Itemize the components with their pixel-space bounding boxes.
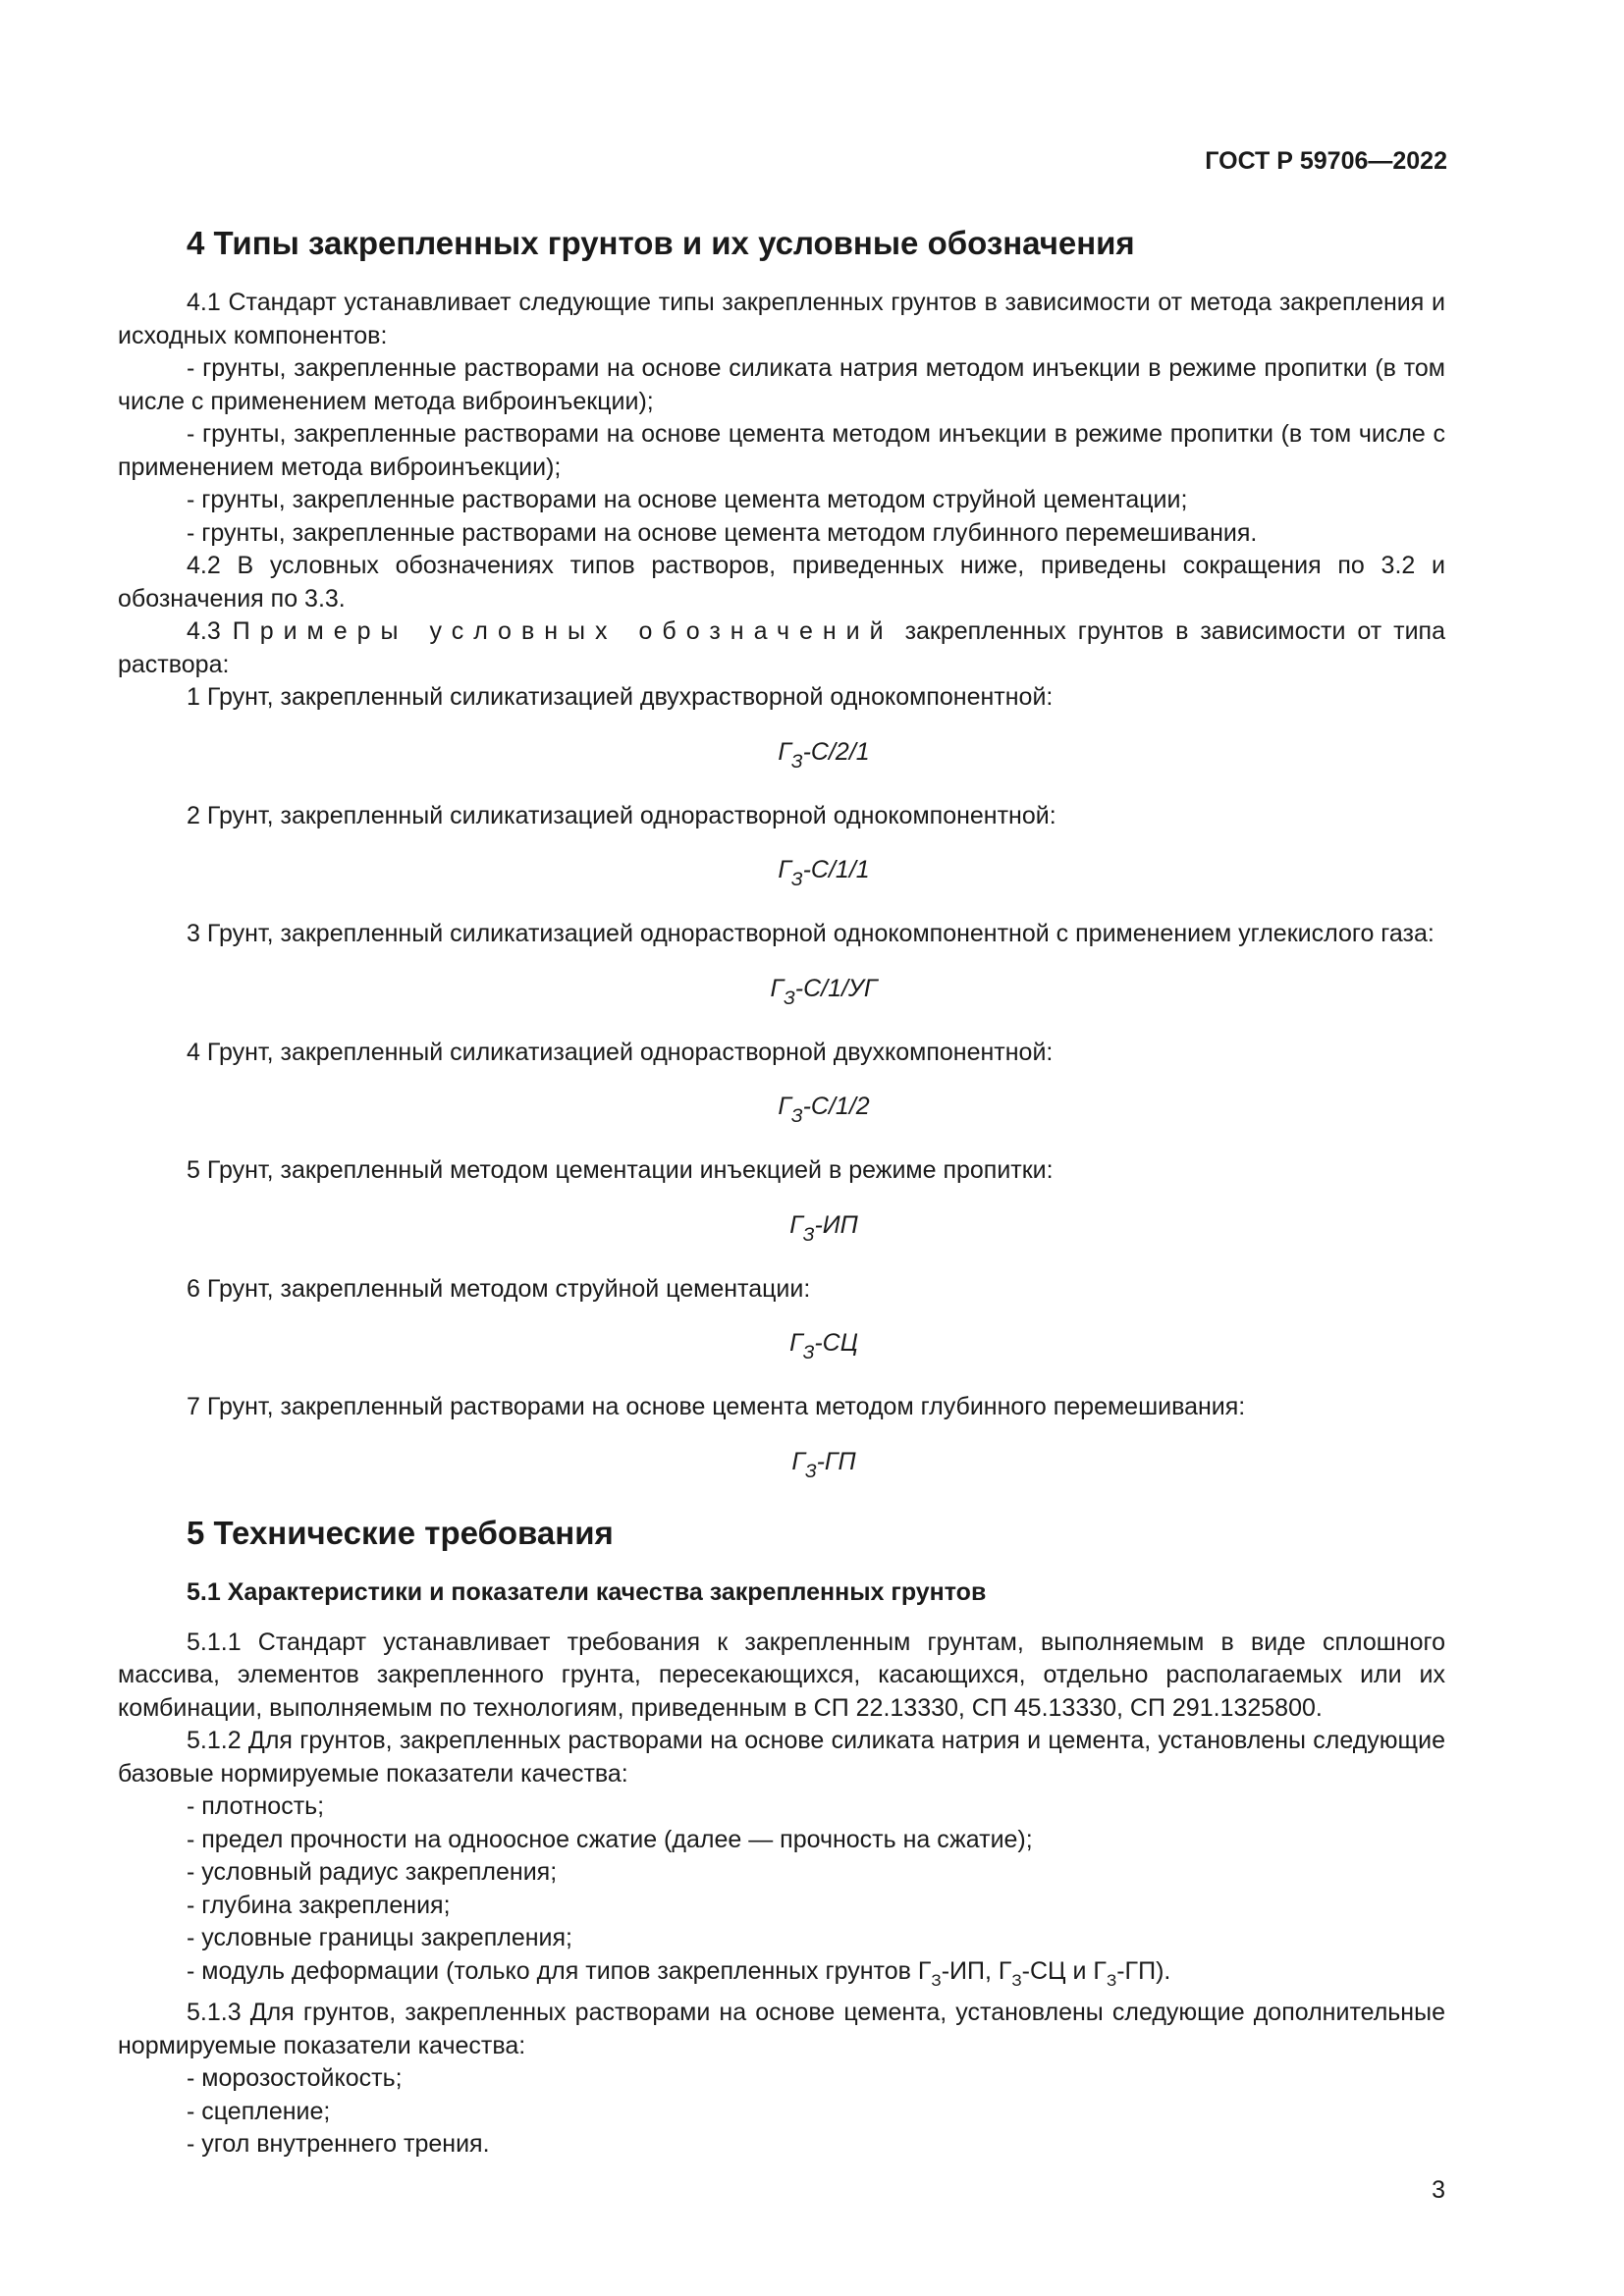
list-item: - грунты, закрепленные растворами на основе цемента методом струйной цементации; xyxy=(187,486,1188,513)
list-item: - плотность; xyxy=(187,1792,325,1820)
example-text: 2 Грунт, закрепленный силикатизацией однорастворной однокомпонентной: xyxy=(187,801,1056,829)
list-item-modulus: - модуль деформации (только для типов закрепленных грунтов $Г_З-ИП$, $Г_З-СЦ$ и $Г_З-ГП$). xyxy=(187,1956,1171,1990)
example-text: 7 Грунт, закрепленный растворами на основе цемента методом глубинного перемешивания: xyxy=(187,1393,1246,1420)
paragraph-4-1: 4.1 Стандарт устанавливает следующие типы закрепленных грунтов в зависимости от метода закрепления и исходных компонентов: xyxy=(118,289,1445,349)
document-id: ГОСТ Р 59706—2022 xyxy=(1205,147,1447,175)
paragraph-4-3-number: 4.3 xyxy=(187,617,221,645)
example-text: 3 Грунт, закрепленный силикатизацией однорастворной однокомпонентной с применением углекислого газа: xyxy=(187,920,1435,947)
page-content xyxy=(118,222,1445,2162)
paragraph-5-1-1: 5.1.1 Стандарт устанавливает требования к закрепленным грунтам, выполняемым в виде сплошного массива, элементов закрепленного грунта, пересекающихся, касающихся, отдельно располагаемых или их комбинации, выполняемым по технологиям, приведенным в СП 22.13330, СП 45.13330, СП 291.1325800. xyxy=(118,1628,1445,1722)
paragraph-4-3 xyxy=(118,615,1445,681)
section-5-title: 5 Технические требования xyxy=(187,1514,614,1551)
example-formula: $Г_З-С/1/УГ$ xyxy=(770,974,878,1009)
list-item: - глубина закрепления; xyxy=(187,1891,451,1919)
list-item: - условный радиус закрепления; xyxy=(187,1858,558,1886)
list-item: - морозостойкость; xyxy=(187,2064,403,2092)
list-item: - сцепление; xyxy=(187,2097,331,2125)
paragraph-4-2: 4.2 В условных обозначениях типов растворов, приведенных ниже, приведены сокращения по 3.2 и обозначения по 3.3. xyxy=(118,552,1445,613)
list-item: - грунты, закрепленные растворами на основе цемента методом инъекции в режиме пропитки (в том числе с применением метода виброинъекции); xyxy=(118,420,1445,481)
example-formula: $Г_З-С/1/2$ xyxy=(778,1093,870,1127)
examples-heading-spaced: Примеры условных обозначений xyxy=(232,617,893,645)
example-text: 6 Грунт, закрепленный методом струйной цементации: xyxy=(187,1274,811,1303)
page-number: 3 xyxy=(1432,2176,1445,2204)
list-item: - грунты, закрепленные растворами на основе цемента методом глубинного перемешивания. xyxy=(187,518,1258,547)
section-4-title: 4 Типы закрепленных грунтов и их условные обозначения xyxy=(187,225,1135,261)
list-item: - условные границы закрепления; xyxy=(187,1924,572,1951)
list-item: - угол внутреннего трения. xyxy=(187,2130,490,2158)
example-text: 1 Грунт, закрепленный силикатизацией двухрастворной однокомпонентной: xyxy=(187,683,1054,711)
example-text: 5 Грунт, закрепленный методом цементации инъекцией в режиме пропитки: xyxy=(187,1156,1054,1184)
paragraph-5-1-2: 5.1.2 Для грунтов, закрепленных растворами на основе силиката натрия и цемента, установлены следующие базовые нормируемые показатели качества: xyxy=(118,1727,1445,1788)
list-item: - грунты, закрепленные растворами на основе силиката натрия методом инъекции в режиме пропитки (в том числе с применением метода виброинъекции); xyxy=(118,354,1445,415)
paragraph-4-3-rest: закрепленных грунтов в зависимости от типа раствора: xyxy=(118,617,1445,678)
example-formula: $Г_З-С/2/1$ xyxy=(778,737,870,773)
list-item: - предел прочности на одноосное сжатие (далее — прочность на сжатие); xyxy=(187,1825,1033,1853)
example-formula: $Г_З-ГП$ xyxy=(791,1447,856,1482)
example-formula: $Г_З-С/1/1$ xyxy=(778,856,870,890)
example-formula: $Г_З-СЦ$ xyxy=(789,1329,858,1363)
subsection-5-1-title: 5.1 Характеристики и показатели качества закрепленных грунтов xyxy=(187,1577,987,1606)
example-text: 4 Грунт, закрепленный силикатизацией однорастворной двухкомпонентной: xyxy=(187,1038,1054,1066)
example-formula: $Г_З-ИП$ xyxy=(789,1210,858,1246)
paragraph-5-1-3: 5.1.3 Для грунтов, закрепленных растворами на основе цемента, установлены следующие дополнительные нормируемые показатели качества: xyxy=(118,1999,1445,2059)
